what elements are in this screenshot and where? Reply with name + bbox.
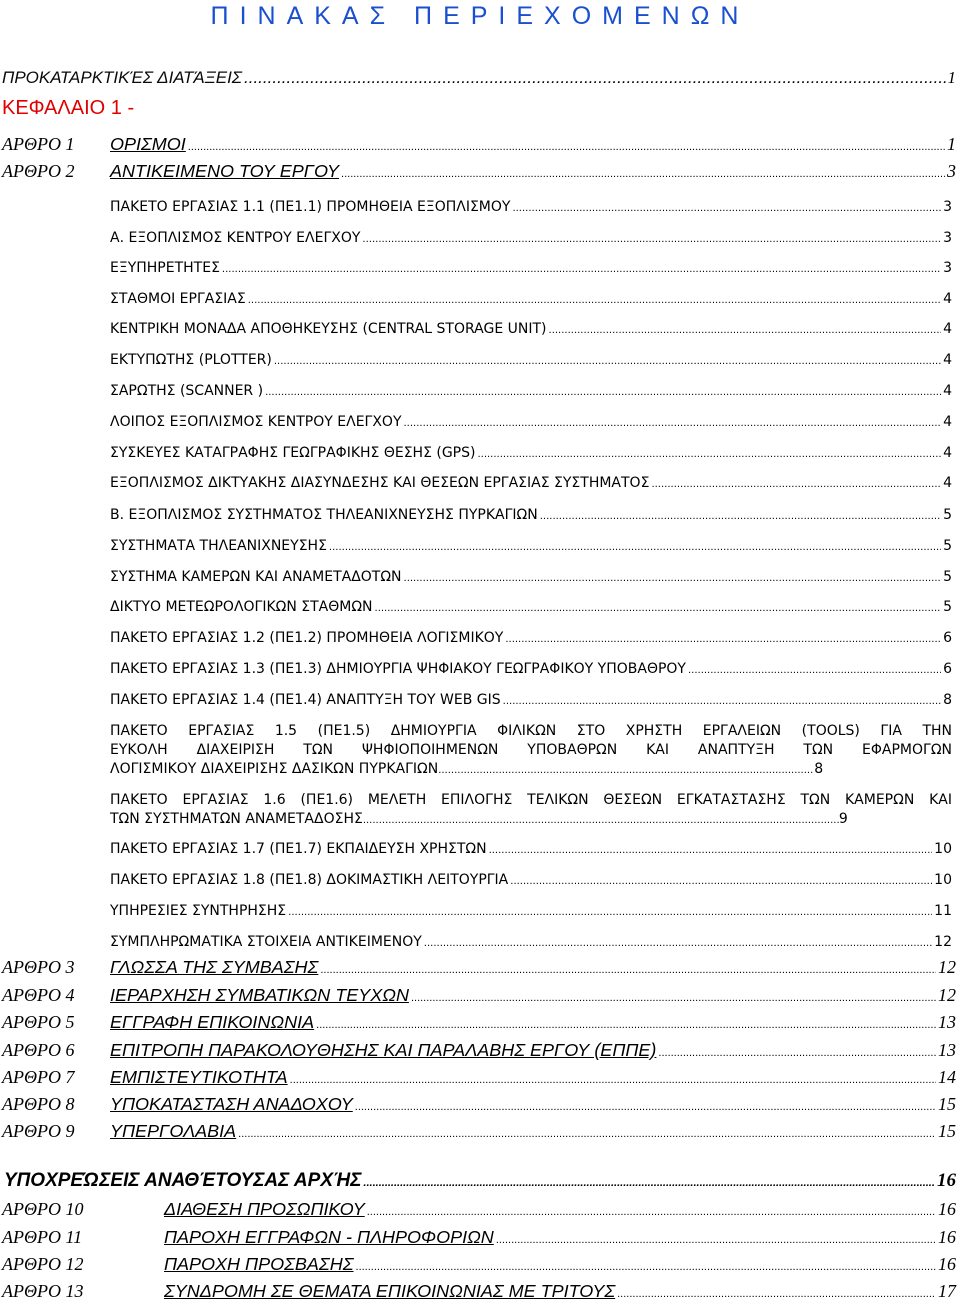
- page-number: 12: [938, 985, 956, 1005]
- page-number: 8: [814, 761, 824, 777]
- toc-article[interactable]: [2, 1227, 956, 1249]
- toc-subentry[interactable]: [110, 414, 952, 430]
- article-number: ΑΡΘΡΟ 4: [2, 985, 75, 1005]
- article-number: ΑΡΘΡΟ 11: [2, 1227, 83, 1247]
- article-number: ΑΡΘΡΟ 7: [2, 1067, 75, 1087]
- page-number: 1: [947, 68, 956, 87]
- toc-article[interactable]: [2, 134, 956, 156]
- section-label: ΥΠΟΧΡΕΏΣΕΙΣ ΑΝΑΘΈΤΟΥΣΑΣ ΑΡΧΉΣ: [4, 1170, 362, 1191]
- page-number: 3: [943, 199, 952, 215]
- leader-dots: [549, 325, 942, 336]
- toc-subentry[interactable]: [110, 507, 952, 523]
- toc-subentry[interactable]: [110, 630, 952, 646]
- subentry-label: ΠΑΚΕΤΟ ΕΡΓΑΣΙΑΣ 1.7 (ΠΕ1.7) ΕΚΠΑΙΔΕΥΣΗ ΧΡΗΣΤΩΝ: [110, 841, 487, 857]
- toc-article[interactable]: [2, 1121, 956, 1143]
- page-number: 15: [938, 1121, 956, 1141]
- article-title: ΔΙΑΘΕΣΗ ΠΡΟΣΩΠΙΚΟΥ: [164, 1199, 365, 1219]
- toc-subentry[interactable]: [110, 199, 952, 215]
- leader-dots: [651, 479, 941, 490]
- article-title: ΓΛΩΣΣΑ ΤΗΣ ΣΥΜΒΑΣΗΣ: [110, 957, 319, 977]
- toc-subentry[interactable]: [110, 903, 952, 919]
- article-number: ΑΡΘΡΟ 13: [2, 1281, 84, 1301]
- leader-dots: [489, 845, 933, 856]
- toc-subentry[interactable]: [110, 352, 952, 368]
- subentry-label: ΠΑΚΕΤΟ ΕΡΓΑΣΙΑΣ 1.1 (ΠΕ1.1) ΠΡΟΜΗΘΕΙΑ ΕΞΟΠΛΙΣΜΟΥ: [110, 199, 511, 215]
- leader-dots: [265, 387, 941, 398]
- toc-article[interactable]: [2, 1094, 956, 1116]
- leader-dots: [375, 603, 942, 614]
- toc-subentry[interactable]: [110, 383, 952, 399]
- toc-article[interactable]: [2, 1281, 956, 1302]
- leader-dots: [363, 1177, 935, 1189]
- page-number: 13: [938, 1012, 956, 1032]
- leader-dots: [222, 264, 941, 275]
- subentry-line: ΕΥΚΟΛΗ ΔΙΑΧΕΙΡΙΣΗ ΤΩΝ ΨΗΦΙΟΠΟΙΗΜΕΝΩΝ ΥΠΟΒΑΘΡΩΝ ΚΑΙ ΑΝΑΠΤΥΞΗ ΤΩΝ ΕΦΑΡΜΟΓΩΝ: [110, 742, 952, 758]
- page-number: 1: [947, 134, 956, 154]
- leader-dots: [290, 1074, 936, 1086]
- leader-dots: [362, 234, 941, 245]
- subentry-line: ΛΟΓΙΣΜΙΚΟΥ ΔΙΑΧΕΙΡΙΣΗΣ ΔΑΣΙΚΩΝ ΠΥΡΚΑΓΙΩΝ: [110, 761, 439, 777]
- toc-subentry[interactable]: [110, 321, 952, 337]
- page-number: 16: [938, 1254, 956, 1274]
- page-number: 3: [947, 161, 956, 181]
- toc-article[interactable]: [2, 1040, 956, 1062]
- toc-article[interactable]: [2, 957, 956, 979]
- page-number: 4: [943, 321, 952, 337]
- subentry-label: ΣΤΑΘΜΟΙ ΕΡΓΑΣΙΑΣ: [110, 291, 246, 307]
- subentry-label: ΣΥΣΤΗΜΑΤΑ ΤΗΛΕΑΝΙΧΝΕΥΣΗΣ: [110, 538, 327, 554]
- leader-dots: [356, 1261, 936, 1273]
- leader-dots: [404, 418, 942, 429]
- page-number: 12: [938, 957, 956, 977]
- subentry-label: Β. ΕΞΟΠΛΙΣΜΟΣ ΣΥΣΤΗΜΑΤΟΣ ΤΗΛΕΑΝΙΧΝΕΥΣΗΣ ΠΥΡΚΑΓΙΩΝ: [110, 507, 538, 523]
- leader-dots: [540, 511, 941, 522]
- article-number: ΑΡΘΡΟ 8: [2, 1094, 75, 1114]
- leader-dots: [688, 665, 941, 676]
- subentry-label: ΠΑΚΕΤΟ ΕΡΓΑΣΙΑΣ 1.3 (ΠΕ1.3) ΔΗΜΙΟΥΡΓΙΑ ΨΗΦΙΑΚΟΥ ΓΕΩΓΡΑΦΙΚΟΥ ΥΠΟΒΑΘΡΟΥ: [110, 661, 686, 677]
- leader-dots: [329, 542, 941, 553]
- page-number: 6: [943, 661, 952, 677]
- toc-subentry[interactable]: [110, 599, 952, 615]
- page-number: 10: [934, 872, 952, 888]
- subentry-label: ΚΕΝΤΡΙΚΗ ΜΟΝΑΔΑ ΑΠΟΘΗΚΕΥΣΗΣ (CENTRAL STORAGE UNIT): [110, 321, 547, 337]
- toc-section-authority-obligations[interactable]: [4, 1170, 956, 1192]
- page-number: 16: [938, 1199, 956, 1219]
- article-title: ΠΑΡΟΧΗ ΠΡΟΣΒΑΣΗΣ: [164, 1254, 354, 1274]
- toc-article[interactable]: [2, 1067, 956, 1089]
- toc-article[interactable]: [2, 1012, 956, 1034]
- subentry-line: ΠΑΚΕΤΟ ΕΡΓΑΣΙΑΣ 1.5 (ΠΕ1.5) ΔΗΜΙΟΥΡΓΙΑ ΦΙΛΙΚΩΝ ΣΤΟ ΧΡΗΣΤΗ ΕΡΓΑΛΕΙΩΝ (TOOLS) ΓΙΑ ΤΗΝ: [110, 723, 952, 739]
- leader-dots: [404, 573, 942, 584]
- page-number: 13: [938, 1040, 956, 1060]
- subentry-label: ΠΑΚΕΤΟ ΕΡΓΑΣΙΑΣ 1.2 (ΠΕ1.2) ΠΡΟΜΗΘΕΙΑ ΛΟΓΙΣΜΙΚΟΥ: [110, 630, 504, 646]
- leader-dots: [244, 68, 945, 88]
- subentry-label: Α. ΕΞΟΠΛΙΣΜΟΣ ΚΕΝΤΡΟΥ ΕΛΕΓΧΟΥ: [110, 230, 361, 246]
- subentry-label: ΕΞΥΠΗΡΕΤΗΤΕΣ: [110, 260, 220, 276]
- leader-dots: [512, 203, 941, 214]
- page-number: 5: [943, 599, 952, 615]
- subentry-label: ΣΥΣΤΗΜΑ ΚΑΜΕΡΩΝ ΚΑΙ ΑΝΑΜΕΤΑΔΟΤΩΝ: [110, 569, 402, 585]
- subentry-line: ΤΩΝ ΣΥΣΤΗΜΑΤΩΝ ΑΝΑΜΕΤΑΔΟΣΗΣ: [110, 811, 363, 827]
- page-number: 14: [938, 1067, 956, 1087]
- leader-dots: [316, 1019, 936, 1031]
- leader-dots: [248, 295, 941, 306]
- leader-dots: [320, 964, 936, 976]
- article-title: ΕΠΙΤΡΟΠΗ ΠΑΡΑΚΟΛΟΥΘΗΣΗΣ ΚΑΙ ΠΑΡΑΛΑΒΗΣ ΕΡΓΟΥ (ΕΠΠΕ): [110, 1040, 657, 1060]
- article-number: ΑΡΘΡΟ 12: [2, 1254, 84, 1274]
- page-number: 9: [838, 811, 848, 827]
- page-number: 4: [943, 383, 952, 399]
- article-title: ΥΠΕΡΓΟΛΑΒΙΑ: [110, 1121, 237, 1141]
- article-title: ΠΑΡΟΧΗ ΕΓΓΡΑΦΩΝ - ΠΛΗΡΟΦΟΡΙΩΝ: [164, 1227, 494, 1247]
- page-number: 16: [938, 1227, 956, 1247]
- toc-article[interactable]: [2, 1254, 956, 1276]
- leader-dots: [363, 811, 839, 830]
- article-number: ΑΡΘΡΟ 3: [2, 957, 75, 977]
- toc-subentry[interactable]: [110, 841, 952, 857]
- leader-dots: [367, 1206, 936, 1218]
- subentry-label: ΥΠΗΡΕΣΙΕΣ ΣΥΝΤΗΡΗΣΗΣ: [110, 903, 287, 919]
- leader-dots: [505, 634, 941, 645]
- page-number: 16: [937, 1170, 956, 1191]
- page-number: 10: [934, 841, 952, 857]
- toc-article[interactable]: [2, 161, 956, 183]
- toc-subentry[interactable]: [110, 872, 952, 888]
- toc-subentry[interactable]: [110, 230, 952, 246]
- page-number: 17: [938, 1281, 956, 1301]
- subentry-label: ΠΑΚΕΤΟ ΕΡΓΑΣΙΑΣ 1.4 (ΠΕ1.4) ΑΝΑΠΤΥΞΗ ΤΟΥ WEB GIS: [110, 692, 501, 708]
- article-title: ΥΠΟΚΑΤΑΣΤΑΣΗ ΑΝΑΔΟΧΟΥ: [110, 1094, 353, 1114]
- page-number: 5: [943, 569, 952, 585]
- page-number: 4: [943, 475, 952, 491]
- article-number: ΑΡΘΡΟ 2: [2, 161, 75, 181]
- toc-subentry[interactable]: [110, 260, 952, 276]
- subentry-label: ΕΞΟΠΛΙΣΜΟΣ ΔΙΚΤΥΑΚΗΣ ΔΙΑΣΥΝΔΕΣΗΣ ΚΑΙ ΘΕΣΕΩΝ ΕΡΓΑΣΙΑΣ ΣΥΣΤΗΜΑΤΟΣ: [110, 475, 650, 491]
- article-title: ΙΕΡΑΡΧΗΣΗ ΣΥΜΒΑΤΙΚΩΝ ΤΕΥΧΩΝ: [110, 985, 409, 1005]
- leader-dots: [510, 876, 932, 887]
- toc-subentry[interactable]: [110, 291, 952, 307]
- article-number: ΑΡΘΡΟ 1: [2, 134, 75, 154]
- subentry-label: ΣΥΜΠΛΗΡΩΜΑΤΙΚΑ ΣΤΟΙΧΕΙΑ ΑΝΤΙΚΕΙΜΕΝΟΥ: [110, 934, 422, 950]
- toc-subentry-multiline[interactable]: [110, 791, 952, 830]
- page-number: 4: [943, 445, 952, 461]
- toc-subentry[interactable]: [110, 692, 952, 708]
- page-number: 4: [943, 291, 952, 307]
- leader-dots: [477, 449, 941, 460]
- subentry-label: ΕΚΤΥΠΩΤΗΣ (PLOTTER): [110, 352, 272, 368]
- leader-dots: [496, 1234, 936, 1246]
- page-number: 4: [943, 352, 952, 368]
- leader-dots: [503, 696, 941, 707]
- page-number: 3: [943, 260, 952, 276]
- page-number: 15: [938, 1094, 956, 1114]
- leader-dots: [288, 907, 932, 918]
- page-title: ΠΙΝΑΚΑΣ ΠΕΡΙΕΧΟΜΕΝΩΝ: [210, 2, 750, 30]
- page-number: 5: [943, 538, 952, 554]
- section-label: ΠΡΟΚΑΤΑΡΚΤΙΚΈΣ ΔΙΑΤΆΞΕΙΣ: [2, 68, 243, 87]
- page-number: 6: [943, 630, 952, 646]
- article-title: ΣΥΝΔΡΟΜΗ ΣΕ ΘΕΜΑΤΑ ΕΠΙΚΟΙΝΩΝΙΑΣ ΜΕ ΤΡΙΤΟΥΣ: [164, 1281, 616, 1301]
- page-number: 3: [943, 230, 952, 246]
- page-number: 4: [943, 414, 952, 430]
- subentry-line: ΠΑΚΕΤΟ ΕΡΓΑΣΙΑΣ 1.6 (ΠΕ1.6) ΜΕΛΕΤΗ ΕΠΙΛΟΓΗΣ ΤΕΛΙΚΩΝ ΘΕΣΕΩΝ ΕΓΚΑΤΑΣΤΑΣΗΣ ΤΩΝ ΚΑΜΕΡΩΝ ΚΑΙ: [110, 792, 952, 808]
- page-number: 11: [934, 903, 952, 919]
- leader-dots: [411, 992, 936, 1004]
- toc-subentry[interactable]: [110, 445, 952, 461]
- subentry-label: ΣΑΡΩΤΗΣ (SCANNER ): [110, 383, 264, 399]
- page-number: 5: [943, 507, 952, 523]
- page-number: 8: [943, 692, 952, 708]
- article-number: ΑΡΘΡΟ 9: [2, 1121, 75, 1141]
- leader-dots: [438, 761, 814, 780]
- article-title: ΕΜΠΙΣΤΕΥΤΙΚΟΤΗΤΑ: [110, 1067, 288, 1087]
- subentry-label: ΛΟΙΠΟΣ ΕΞΟΠΛΙΣΜΟΣ ΚΕΝΤΡΟΥ ΕΛΕΓΧΟΥ: [110, 414, 402, 430]
- leader-dots: [238, 1128, 936, 1140]
- leader-dots: [617, 1288, 936, 1300]
- subentry-label: ΔΙΚΤΥΟ ΜΕΤΕΩΡΟΛΟΓΙΚΩΝ ΣΤΑΘΜΩΝ: [110, 599, 373, 615]
- chapter-heading: ΚΕΦΑΛΑΙΟ 1 -: [2, 97, 135, 119]
- leader-dots: [341, 168, 945, 180]
- toc-article[interactable]: [2, 985, 956, 1007]
- article-title: ΑΝΤΙΚΕΙΜΕΝΟ ΤΟΥ ΕΡΓΟΥ: [110, 161, 340, 181]
- toc-subentry[interactable]: [110, 475, 952, 491]
- toc-section-preliminary[interactable]: [2, 68, 956, 88]
- leader-dots: [424, 938, 932, 949]
- toc-subentry[interactable]: [110, 661, 952, 677]
- toc-subentry[interactable]: [110, 569, 952, 585]
- article-number: ΑΡΘΡΟ 10: [2, 1199, 84, 1219]
- subentry-label: ΠΑΚΕΤΟ ΕΡΓΑΣΙΑΣ 1.8 (ΠΕ1.8) ΔΟΚΙΜΑΣΤΙΚΗ ΛΕΙΤΟΥΡΓΙΑ: [110, 872, 509, 888]
- leader-dots: [274, 356, 941, 367]
- article-number: ΑΡΘΡΟ 5: [2, 1012, 75, 1032]
- toc-subentry[interactable]: [110, 934, 952, 950]
- article-title: ΕΓΓΡΑΦΗ ΕΠΙΚΟΙΝΩΝΙΑ: [110, 1012, 315, 1032]
- leader-dots: [658, 1047, 936, 1059]
- page-number: 12: [934, 934, 952, 950]
- leader-dots: [355, 1101, 936, 1113]
- toc-subentry-multiline[interactable]: [110, 722, 952, 780]
- toc-subentry[interactable]: [110, 538, 952, 554]
- article-number: ΑΡΘΡΟ 6: [2, 1040, 75, 1060]
- leader-dots: [188, 141, 945, 153]
- toc-article[interactable]: [2, 1199, 956, 1221]
- article-title: ΟΡΙΣΜΟΙ: [110, 134, 186, 154]
- subentry-label: ΣΥΣΚΕΥΕΣ ΚΑΤΑΓΡΑΦΗΣ ΓΕΩΓΡΑΦΙΚΗΣ ΘΕΣΗΣ (GPS): [110, 445, 476, 461]
